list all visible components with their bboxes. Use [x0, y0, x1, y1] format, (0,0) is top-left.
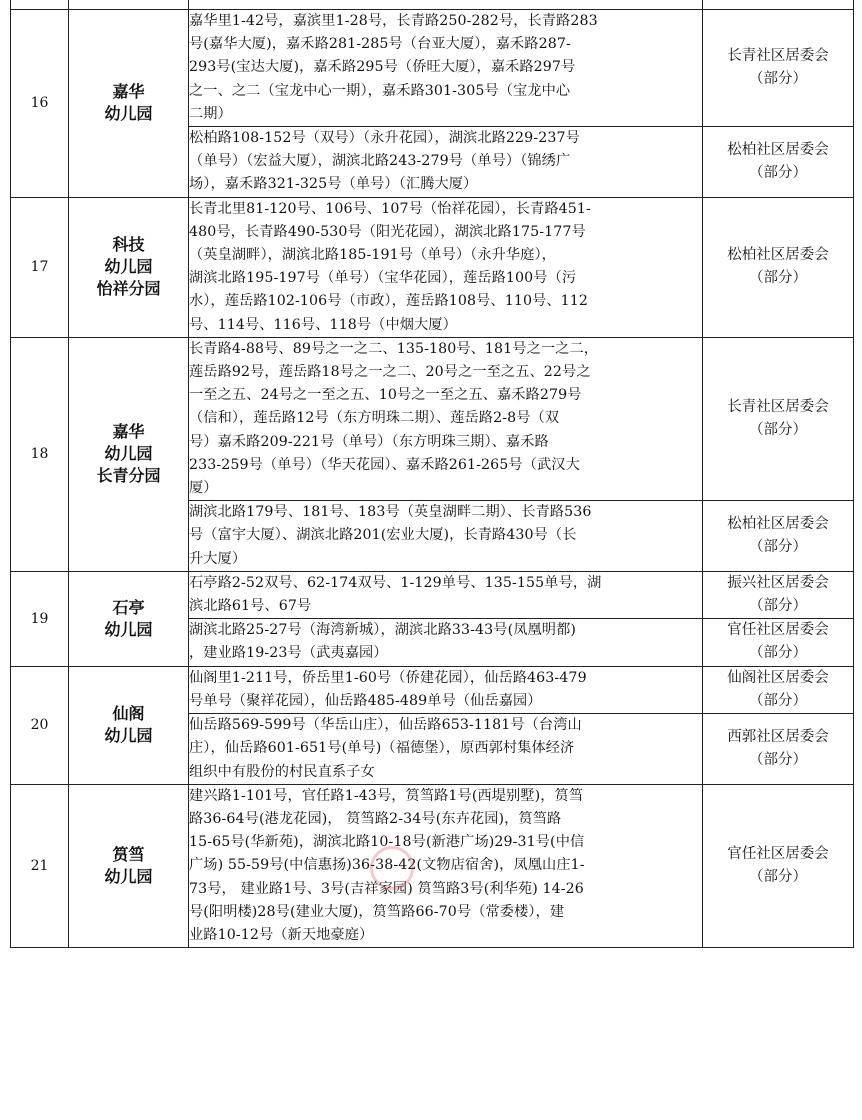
- kindergarten-name-line: 科技: [112, 235, 145, 255]
- enrollment-area-line: 73号， 建业路1号、3号(吉祥家园) 筼筜路3号(利华苑) 14-26: [189, 880, 584, 897]
- enrollment-area-line: 号）嘉禾路209-221号（单号）（东方明珠三期）、嘉禾路: [189, 433, 549, 450]
- kindergarten-name: [69, 571, 189, 666]
- community-committee: [703, 10, 854, 127]
- table-row: [11, 337, 854, 500]
- enrollment-area-line: 15-65号(华新苑)，湖滨北路10-18号(新港广场)29-31号(中信: [189, 834, 585, 851]
- enrollment-area-line: 升大厦）: [189, 550, 247, 567]
- community-committee-line: （部分）: [749, 422, 807, 439]
- enrollment-area: [189, 337, 703, 500]
- enrollment-area-line: （英皇湖畔），湖滨北路185-191号（单号）（永升华庭），: [189, 247, 556, 264]
- community-committee-line: （部分）: [749, 270, 807, 287]
- enrollment-area-line: 组织中有股份的村民直系子女: [189, 763, 375, 780]
- community-committee: [703, 714, 854, 785]
- enrollment-area-line: 广场) 55-59号(中信惠扬)36-38-42(文物店宿舍)，凤凰山庄1-: [189, 857, 585, 874]
- school-district-table: [10, 0, 854, 948]
- enrollment-area-line: 石亭路2-52双号、62-174双号、1-129单号、135-155单号，湖: [189, 574, 602, 591]
- community-committee-line: 振兴社区居委会: [727, 575, 829, 592]
- enrollment-area-line: （单号）（宏益大厦），湖滨北路243-279号（单号）（锦绣广: [189, 153, 571, 170]
- enrollment-area-line: 号(阳明楼)28号(建业大厦)，筼筜路66-70号（常委楼），建: [189, 903, 565, 920]
- community-committee-line: （部分）: [749, 598, 807, 615]
- kindergarten-name-line: 怡祥分园: [96, 279, 161, 299]
- community-committee-line: 长青社区居委会: [727, 399, 829, 416]
- enrollment-area-line: 长青路4-88号、89号之一之二、135-180号、181号之一之二，: [189, 340, 599, 357]
- enrollment-area: [189, 714, 703, 785]
- kindergarten-name-line: 嘉华: [112, 422, 145, 442]
- enrollment-area-line: 嘉华里1-42号，嘉滨里1-28号，长青路250-282号，长青路283: [189, 13, 598, 29]
- community-committee-line: （部分）: [749, 751, 807, 768]
- community-committee: [703, 571, 854, 618]
- community-committee: [703, 666, 854, 713]
- enrollment-area-line: 建兴路1-101号，官任路1-43号，筼筜路1号(西堤别墅)，筼筜: [189, 787, 584, 804]
- row-number: 16: [11, 10, 69, 198]
- enrollment-area: [189, 127, 703, 198]
- kindergarten-name: [69, 666, 189, 784]
- table-row: [11, 666, 854, 713]
- enrollment-area-line: 庄），仙岳路601-651号(单号)（福德堡），原西郭村集体经济: [189, 740, 575, 757]
- enrollment-area-line: （信和），莲岳路12号（东方明珠二期）、莲岳路2-8号（双: [189, 410, 560, 427]
- enrollment-area-line: 号、114号、116号、118号（中烟大厦）: [189, 316, 457, 333]
- community-committee: [703, 197, 854, 337]
- enrollment-area-line: 湖滨北路195-197号（单号）（宝华花园），莲岳路100号（污: [189, 270, 577, 287]
- community-committee: [703, 784, 854, 947]
- community-committee-line: （部分）: [749, 539, 807, 556]
- community-committee-line: 仙阁社区居委会: [727, 669, 829, 686]
- enrollment-area-line: 二期）: [189, 105, 232, 122]
- table-body: [11, 0, 854, 948]
- enrollment-area-line: 业路10-12号（新天地豪庭）: [189, 926, 374, 943]
- kindergarten-name: [69, 197, 189, 337]
- row-number: 19: [11, 571, 69, 666]
- enrollment-area-line: 之一、之二（宝龙中心一期），嘉禾路301-305号（宝龙中心: [189, 82, 571, 99]
- row-number: 18: [11, 337, 69, 571]
- table-row: [11, 10, 854, 127]
- enrollment-area-line: 仙岳路569-599号（华岳山庄），仙岳路653-1181号（台湾山: [189, 717, 582, 734]
- kindergarten-name-line: 筼筜: [112, 844, 145, 864]
- community-committee-line: 松柏社区居委会: [727, 141, 829, 158]
- enrollment-area-line: 一至之五、24号之一至之五、10号之一至之五、嘉禾路279号: [189, 387, 582, 404]
- kindergarten-name-line: 幼儿园: [104, 726, 153, 746]
- community-committee-line: （部分）: [749, 645, 807, 662]
- table-row: [11, 571, 854, 618]
- community-committee: [703, 501, 854, 572]
- kindergarten-name-line: 幼儿园: [104, 257, 153, 277]
- table-row: [11, 197, 854, 337]
- community-committee-line: （部分）: [749, 71, 807, 87]
- community-committee: [703, 127, 854, 198]
- kindergarten-name-line: 幼儿园: [104, 444, 153, 464]
- enrollment-area-line: 233-259号（单号）（华天花园）、嘉禾路261-265号（武汉大: [189, 456, 580, 473]
- enrollment-area: [189, 784, 703, 947]
- enrollment-area-line: 厦）: [189, 480, 218, 497]
- enrollment-area-line: 莲岳路92号，莲岳路18号之一之二、20号之一至之五、22号之: [189, 364, 591, 381]
- enrollment-area-line: 293号(宝达大厦)，嘉禾路295号（侨旺大厦），嘉禾路297号: [189, 59, 576, 76]
- row-number: 17: [11, 197, 69, 337]
- enrollment-area-line: 号（富宇大厦）、湖滨北路201(宏业大厦)，长青路430号（长: [189, 527, 577, 544]
- kindergarten-name: [69, 10, 189, 198]
- enrollment-area-line: 路36-64号(港龙花园)， 筼筜路2-34号(东卉花园)，筼筜路: [189, 810, 562, 827]
- enrollment-area-line: ，建业路19-23号（武夷嘉园）: [189, 645, 388, 662]
- enrollment-area-line: 湖滨北路25-27号（海湾新城），湖滨北路33-43号(凤凰明都): [189, 622, 577, 639]
- kindergarten-name-line: 嘉华: [112, 82, 145, 102]
- enrollment-area-line: 松柏路108-152号（双号）（永升花园），湖滨北路229-237号: [189, 130, 580, 147]
- community-committee-line: （部分）: [749, 692, 807, 709]
- community-committee-line: 长青社区居委会: [727, 48, 829, 64]
- enrollment-area: [189, 666, 703, 713]
- enrollment-area-line: 仙阁里1-211号，侨岳里1-60号（侨建花园），仙岳路463-479: [189, 669, 587, 686]
- enrollment-area-line: 号(嘉华大厦)，嘉禾路281-285号（台亚大厦），嘉禾路287-: [189, 36, 571, 53]
- previous-row-stub: [11, 0, 854, 10]
- community-committee-line: 松柏社区居委会: [727, 516, 829, 533]
- community-committee: [703, 619, 854, 666]
- enrollment-area-line: 场），嘉禾路321-325号（单号）（汇腾大厦）: [189, 176, 478, 193]
- enrollment-area-line: 长青北里81-120号、106号、107号（怡祥花园），长青路451-: [189, 200, 591, 217]
- enrollment-area: [189, 571, 703, 618]
- enrollment-area: [189, 10, 703, 127]
- enrollment-area-line: 滨北路61号、67号: [189, 598, 312, 615]
- community-committee-line: （部分）: [749, 868, 807, 885]
- enrollment-area-line: 水），莲岳路102-106号（市政），莲岳路108号、110号、112: [189, 293, 589, 310]
- community-committee: [703, 337, 854, 500]
- enrollment-area-line: 480号，长青路490-530号（阳光花园），湖滨北路175-177号: [189, 223, 586, 240]
- kindergarten-name-line: 幼儿园: [104, 104, 153, 124]
- kindergarten-name-line: 长青分园: [96, 466, 161, 486]
- community-committee-line: 官任社区居委会: [727, 622, 829, 639]
- community-committee-line: 松柏社区居委会: [727, 247, 829, 264]
- community-committee-line: 西郭社区居委会: [727, 728, 829, 745]
- kindergarten-name-line: 幼儿园: [104, 619, 153, 639]
- enrollment-area: [189, 501, 703, 572]
- kindergarten-name: [69, 337, 189, 571]
- row-number: 21: [11, 784, 69, 947]
- kindergarten-name: [69, 784, 189, 947]
- kindergarten-name-line: 石亭: [112, 597, 145, 617]
- enrollment-area-line: 号单号（聚祥花园），仙岳路485-489单号（仙岳嘉园）: [189, 692, 542, 709]
- enrollment-area: [189, 619, 703, 666]
- kindergarten-name-line: 仙阁: [112, 704, 145, 724]
- community-committee-line: 官任社区居委会: [727, 845, 829, 862]
- enrollment-area: [189, 197, 703, 337]
- community-committee-line: （部分）: [749, 164, 807, 181]
- kindergarten-name-line: 幼儿园: [104, 866, 153, 886]
- row-number: 20: [11, 666, 69, 784]
- enrollment-area-line: 湖滨北路179号、181号、183号（英皇湖畔二期）、长青路536: [189, 504, 592, 521]
- table-row: [11, 784, 854, 947]
